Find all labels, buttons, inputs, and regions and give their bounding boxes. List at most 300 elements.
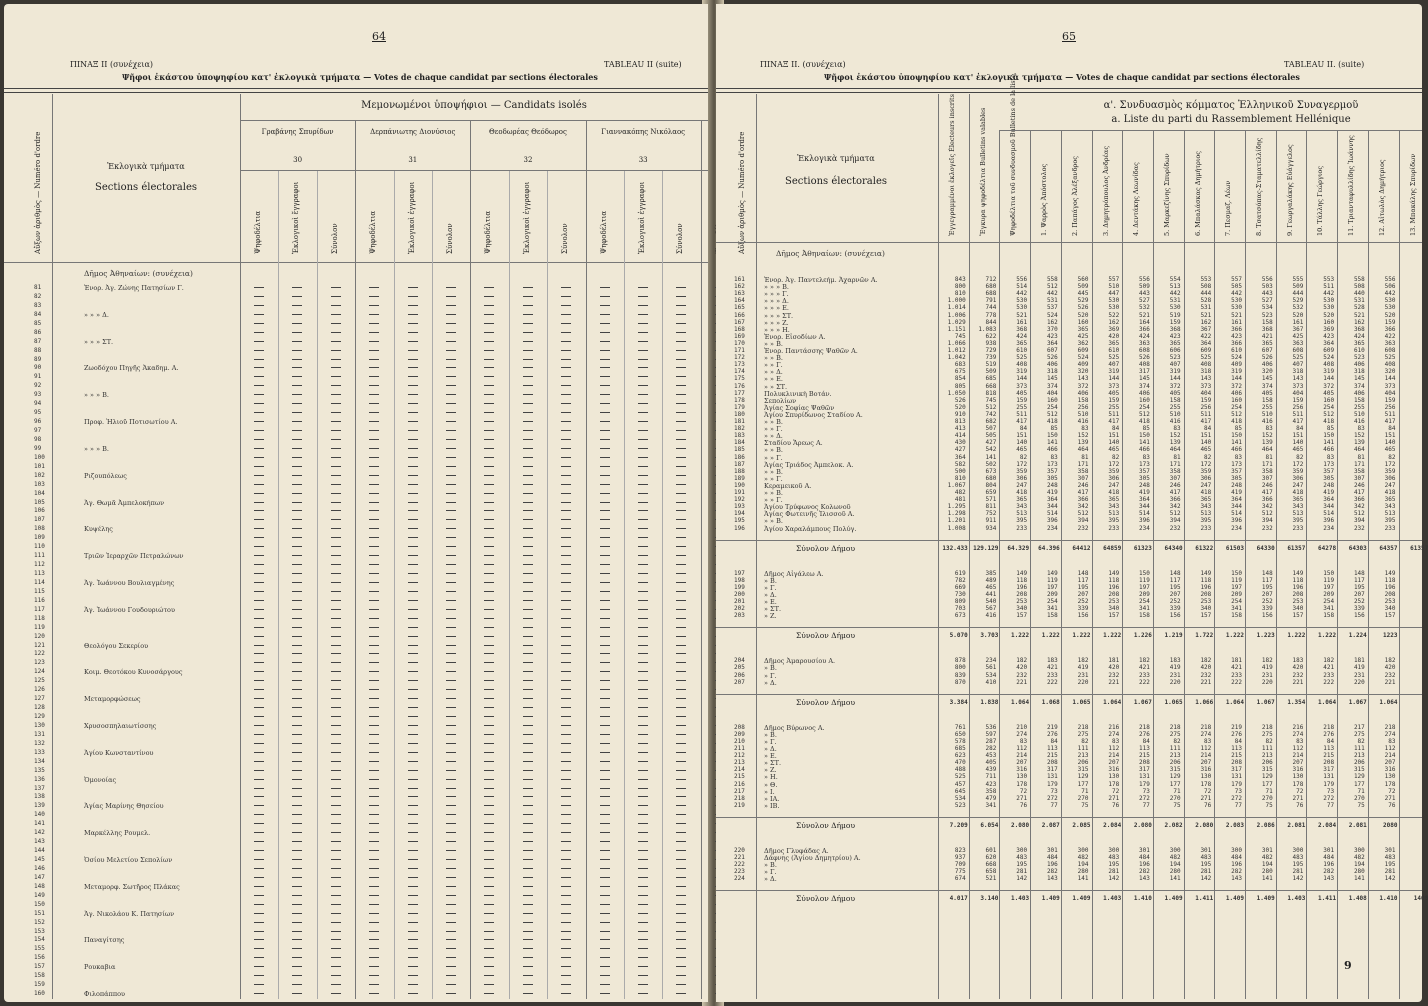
empty-value-dash: [561, 805, 571, 806]
empty-value-dash: [408, 850, 418, 851]
empty-value-dash: [484, 412, 494, 413]
empty-value-dash: [676, 850, 686, 851]
empty-value-dash: [331, 475, 341, 476]
empty-value-dash: [369, 439, 379, 440]
cell-value: 307: [1261, 474, 1273, 482]
total-label: Σύνολον Δήμου: [796, 543, 856, 553]
section-label: » Β.: [764, 861, 777, 870]
empty-value-dash: [600, 796, 610, 797]
empty-value-dash: [254, 939, 264, 940]
empty-value-dash: [676, 689, 686, 690]
empty-value-dash: [292, 895, 302, 896]
empty-value-dash: [446, 868, 456, 869]
cell-value: 207: [1353, 590, 1365, 598]
cell-value: 254: [1139, 403, 1150, 411]
empty-value-dash: [638, 841, 648, 842]
cell-value: 231: [1077, 671, 1089, 679]
section-label: » » Δ.: [764, 368, 783, 377]
cell-value: 73: [1050, 787, 1058, 795]
cell-value: 520: [1292, 311, 1304, 319]
order-number: 180: [734, 410, 745, 418]
empty-value-dash: [638, 850, 648, 851]
empty-value-dash: [523, 502, 533, 503]
cell-value: 150: [1323, 569, 1335, 577]
cell-value: 207: [1292, 759, 1304, 767]
empty-value-dash: [561, 484, 571, 485]
total-value: 61357: [1287, 544, 1306, 552]
cell-value: 1.295: [947, 503, 966, 511]
total-value: 1.410: [1379, 895, 1398, 903]
cell-value: 441: [985, 590, 997, 598]
page-number: 65: [1062, 30, 1076, 43]
cell-value: 357: [1323, 467, 1335, 475]
empty-value-dash: [523, 841, 533, 842]
empty-value-dash: [638, 752, 648, 753]
cell-value: 578: [954, 737, 966, 745]
sections-header-gr: Ἐκλογικὰ τμήματα: [107, 162, 185, 171]
empty-value-dash: [408, 421, 418, 422]
total-value: 64.329: [1007, 544, 1030, 552]
empty-value-dash: [408, 814, 418, 815]
total-value: 61323: [1133, 544, 1152, 552]
cell-value: 145: [1139, 375, 1150, 383]
cell-value: 357: [1139, 467, 1150, 475]
empty-value-dash: [369, 600, 379, 601]
total-value: 2.086: [1256, 821, 1275, 829]
empty-value-dash: [446, 636, 456, 637]
order-number: 89: [34, 355, 42, 363]
empty-value-dash: [561, 296, 571, 297]
empty-value-dash: [676, 323, 686, 324]
cell-value: 305: [1231, 474, 1242, 482]
cell-value: 171: [1077, 460, 1089, 468]
cell-value: 111: [1353, 745, 1365, 752]
section-label: » » » Ζ.: [764, 318, 789, 327]
empty-value-dash: [600, 537, 610, 538]
cell-value: 482: [1261, 854, 1273, 861]
empty-value-dash: [446, 886, 456, 887]
total-value: 64.396: [1038, 544, 1060, 552]
order-number: 146: [34, 864, 45, 872]
cell-value: 158: [1231, 612, 1242, 620]
cell-value: 214: [1384, 752, 1396, 760]
cell-value: 84: [1204, 425, 1212, 433]
cell-value: 526: [1139, 354, 1150, 362]
cell-value: 179: [1231, 780, 1242, 788]
order-number: 220: [734, 846, 745, 854]
cell-value: 407: [1108, 361, 1120, 369]
empty-value-dash: [484, 296, 494, 297]
cell-value: 610: [1353, 347, 1365, 354]
order-number: 109: [34, 534, 45, 542]
empty-value-dash: [484, 582, 494, 583]
empty-value-dash: [676, 493, 686, 494]
order-number: 216: [734, 780, 745, 788]
cell-value: 609: [1323, 347, 1335, 354]
empty-value-dash: [600, 948, 610, 949]
cell-value: 358: [1169, 467, 1181, 475]
empty-value-dash: [369, 528, 379, 529]
empty-value-dash: [331, 412, 341, 413]
empty-value-dash: [331, 564, 341, 565]
cell-value: 558: [1046, 276, 1058, 283]
empty-value-dash: [523, 475, 533, 476]
empty-value-dash: [292, 403, 302, 404]
cell-value: 209: [1139, 590, 1150, 598]
cell-value: 216: [1292, 723, 1304, 731]
cell-value: 341: [1046, 605, 1058, 613]
empty-value-dash: [638, 323, 648, 324]
cell-value: 363: [1139, 339, 1150, 347]
candidate-sub-rule: [240, 170, 708, 171]
empty-value-dash: [676, 868, 686, 869]
section-label: » Δ.: [764, 678, 777, 687]
empty-value-dash: [408, 439, 418, 440]
cell-value: 76: [1111, 801, 1120, 809]
empty-value-dash: [561, 868, 571, 869]
cell-value: 218: [1169, 723, 1181, 731]
empty-value-dash: [369, 332, 379, 333]
cell-value: 530: [1323, 304, 1335, 312]
cell-value: 140: [1016, 439, 1028, 447]
empty-value-dash: [676, 805, 686, 806]
cell-value: 317: [1046, 766, 1058, 774]
empty-value-dash: [331, 922, 341, 923]
cell-value: 520: [1323, 311, 1335, 319]
cell-value: 782: [954, 576, 966, 584]
cell-value: 85: [1142, 425, 1150, 433]
empty-value-dash: [676, 814, 686, 815]
order-number: 113: [34, 570, 45, 577]
empty-value-dash: [676, 904, 686, 905]
total-value: 2080: [1383, 821, 1398, 829]
empty-value-dash: [369, 403, 379, 404]
empty-value-dash: [446, 573, 456, 574]
empty-value-dash: [484, 359, 494, 360]
cell-value: 218: [1139, 723, 1150, 731]
empty-value-dash: [638, 993, 648, 994]
empty-value-dash: [561, 618, 571, 619]
subcol-divider: [317, 170, 318, 999]
empty-value-dash: [446, 877, 456, 878]
section-label: Κυψέλης: [84, 525, 113, 534]
cell-value: 483: [1200, 854, 1212, 861]
empty-value-dash: [331, 716, 341, 717]
empty-value-dash: [523, 877, 533, 878]
section-label: Ρουκαβια: [84, 963, 116, 972]
empty-value-dash: [523, 439, 533, 440]
empty-value-dash: [638, 600, 648, 601]
empty-value-dash: [523, 403, 533, 404]
empty-value-dash: [254, 618, 264, 619]
empty-value-dash: [561, 412, 571, 413]
cell-value: 140: [1200, 439, 1212, 447]
cell-value: 139: [1353, 439, 1365, 447]
cell-value: 274: [1292, 730, 1304, 738]
empty-value-dash: [561, 502, 571, 503]
section-label: » ΙΑ.: [764, 794, 780, 803]
column-divider: [1153, 130, 1154, 999]
cell-value: 173: [1323, 460, 1335, 468]
empty-value-dash: [484, 323, 494, 324]
empty-value-dash: [331, 734, 341, 735]
order-number: 116: [34, 596, 45, 604]
cell-value: 531: [1169, 297, 1181, 305]
empty-value-dash: [638, 403, 648, 404]
cell-value: 317: [1231, 766, 1242, 774]
empty-value-dash: [561, 841, 571, 842]
empty-value-dash: [254, 537, 264, 538]
empty-value-dash: [331, 448, 341, 449]
cell-value: 367: [1292, 325, 1304, 333]
empty-value-dash: [638, 680, 648, 681]
cell-value: 422: [1200, 332, 1212, 340]
column-header: Ἐγγεγραμμένοι ἐκλογεῖς Électeurs inscrits: [948, 93, 956, 236]
empty-value-dash: [446, 850, 456, 851]
empty-value-dash: [446, 788, 456, 789]
cell-value: 232: [1261, 524, 1273, 532]
table-label: ΠΙΝΑΞ II. (συνέχεια): [760, 60, 846, 69]
cell-value: 306: [1200, 474, 1212, 482]
empty-value-dash: [446, 332, 456, 333]
cell-value: 233: [1231, 671, 1242, 679]
cell-value: 233: [1323, 671, 1335, 679]
cell-value: 85: [1326, 425, 1335, 433]
cell-value: 466: [1046, 446, 1058, 454]
empty-value-dash: [561, 850, 571, 851]
cell-value: 729: [985, 347, 997, 354]
empty-value-dash: [561, 314, 571, 315]
cell-value: 442: [1231, 290, 1242, 298]
empty-value-dash: [254, 957, 264, 958]
order-number: 194: [734, 510, 745, 518]
cell-value: 440: [1353, 290, 1365, 298]
cell-value: 214: [1292, 752, 1304, 760]
cell-value: 71: [1265, 787, 1273, 795]
empty-value-dash: [561, 877, 571, 878]
empty-value-dash: [408, 627, 418, 628]
total-value: 61503: [1225, 544, 1244, 552]
empty-value-dash: [446, 341, 456, 342]
cell-value: 158: [1261, 318, 1273, 326]
empty-value-dash: [408, 457, 418, 458]
section-label: » Δ.: [764, 745, 777, 753]
empty-value-dash: [638, 653, 648, 654]
empty-value-dash: [446, 796, 456, 797]
cell-value: 608: [1384, 347, 1396, 354]
total-value: 1408: [1413, 895, 1428, 903]
cell-value: 406: [1231, 389, 1242, 397]
empty-value-dash: [254, 564, 264, 565]
empty-value-dash: [292, 779, 302, 780]
cell-value: 395: [1016, 517, 1028, 525]
column-header: 9. Γεωργαλάκης Εὐάγγελος: [1285, 144, 1294, 236]
empty-value-dash: [676, 341, 686, 342]
order-number: 122: [34, 650, 45, 658]
empty-value-dash: [331, 752, 341, 753]
empty-value-dash: [446, 859, 456, 860]
empty-value-dash: [408, 653, 418, 654]
cell-value: 408: [1384, 361, 1396, 369]
cell-value: 610: [1016, 347, 1028, 354]
cell-value: 194: [1261, 861, 1273, 869]
empty-value-dash: [600, 394, 610, 395]
empty-value-dash: [484, 636, 494, 637]
empty-value-dash: [600, 439, 610, 440]
empty-value-dash: [446, 698, 456, 699]
cell-value: 418: [1200, 489, 1212, 496]
cell-value: 73: [1142, 787, 1150, 795]
empty-value-dash: [638, 895, 648, 896]
cell-value: 256: [1384, 403, 1396, 411]
empty-value-dash: [254, 770, 264, 771]
empty-value-dash: [600, 761, 610, 762]
isolated-header-rule: [240, 120, 708, 121]
order-number: 198: [734, 576, 745, 584]
cell-value: 623: [954, 752, 966, 760]
section-label: Ἁγίας Μαρίνης Θησείου: [84, 802, 164, 811]
section-label: » Γ.: [764, 583, 777, 592]
empty-value-dash: [600, 403, 610, 404]
empty-value-dash: [408, 359, 418, 360]
empty-value-dash: [561, 931, 571, 932]
section-label: Ἑνορ. Ἁγ. Παντελεήμ. Ἀχαρνῶν Α.: [764, 276, 878, 284]
cell-value: 553: [1200, 276, 1212, 283]
empty-value-dash: [484, 841, 494, 842]
empty-value-dash: [638, 519, 648, 520]
cell-value: 521: [1231, 311, 1242, 319]
cell-value: 160: [1231, 396, 1242, 404]
empty-value-dash: [408, 564, 418, 565]
empty-value-dash: [600, 671, 610, 672]
cell-value: 195: [1169, 583, 1181, 591]
corner-mark: 9: [1344, 959, 1352, 972]
empty-value-dash: [331, 895, 341, 896]
cell-value: 374: [1261, 382, 1273, 390]
cell-value: 84: [1142, 737, 1150, 745]
total-value: 64303: [1348, 544, 1367, 552]
cell-value: 395: [1292, 517, 1304, 525]
empty-value-dash: [600, 582, 610, 583]
empty-value-dash: [408, 770, 418, 771]
empty-value-dash: [292, 555, 302, 556]
cell-value: 529: [1077, 297, 1089, 305]
empty-value-dash: [600, 287, 610, 288]
empty-value-dash: [331, 671, 341, 672]
empty-value-dash: [408, 841, 418, 842]
cell-value: 447: [1108, 290, 1120, 298]
order-number: 184: [734, 439, 745, 447]
empty-value-dash: [408, 493, 418, 494]
order-number: 138: [34, 793, 45, 801]
cell-value: 306: [1292, 474, 1304, 482]
empty-value-dash: [292, 394, 302, 395]
total-value: 1.224: [1348, 632, 1367, 640]
cell-value: 405: [1261, 389, 1273, 397]
order-number: 94: [34, 400, 42, 408]
cell-value: 144: [1169, 375, 1181, 383]
cell-value: 1.029: [947, 318, 966, 326]
cell-value: 567: [985, 605, 997, 613]
order-number: 150: [34, 900, 45, 908]
empty-value-dash: [369, 904, 379, 905]
sections-header-fr: Sections électorales: [94, 182, 198, 193]
empty-value-dash: [408, 805, 418, 806]
cell-value: 178: [1292, 780, 1304, 788]
empty-value-dash: [561, 895, 571, 896]
empty-value-dash: [331, 618, 341, 619]
cell-value: 247: [1108, 481, 1120, 489]
empty-value-dash: [369, 546, 379, 547]
empty-value-dash: [523, 484, 533, 485]
cell-value: 131: [1139, 773, 1150, 781]
empty-value-dash: [369, 788, 379, 789]
total-value: 1.403: [1287, 895, 1306, 903]
cell-value: 208: [1046, 759, 1058, 767]
empty-value-dash: [561, 636, 571, 637]
empty-value-dash: [254, 779, 264, 780]
empty-value-dash: [638, 779, 648, 780]
total-rule: [716, 694, 1422, 695]
empty-value-dash: [331, 886, 341, 887]
empty-value-dash: [408, 877, 418, 878]
empty-value-dash: [523, 305, 533, 306]
empty-value-dash: [561, 609, 571, 610]
total-value: 3.703: [980, 632, 999, 640]
cell-value: 730: [954, 590, 966, 598]
cell-value: 365: [1292, 496, 1304, 504]
empty-value-dash: [254, 707, 264, 708]
empty-value-dash: [676, 421, 686, 422]
cell-value: 83: [1296, 737, 1304, 745]
cell-value: 301: [1139, 846, 1150, 854]
cell-value: 524: [1046, 311, 1058, 319]
order-number: 170: [734, 339, 745, 347]
cell-value: 363: [1292, 339, 1304, 347]
empty-value-dash: [331, 859, 341, 860]
cell-value: 196: [1323, 861, 1335, 869]
cell-value: 219: [1231, 723, 1242, 731]
cell-value: 305: [1046, 474, 1058, 482]
cell-value: 195: [1016, 861, 1028, 869]
empty-value-dash: [484, 671, 494, 672]
cell-value: 215: [1139, 752, 1150, 760]
empty-value-dash: [331, 296, 341, 297]
cell-value: 271: [1292, 794, 1304, 802]
cell-value: 246: [1353, 481, 1365, 489]
section-label: » » Ε.: [764, 375, 783, 384]
order-number: 221: [734, 854, 745, 861]
empty-value-dash: [561, 341, 571, 342]
cell-value: 160: [1323, 396, 1335, 404]
cell-value: 339: [1261, 605, 1273, 613]
empty-value-dash: [331, 680, 341, 681]
empty-value-dash: [638, 796, 648, 797]
empty-value-dash: [484, 350, 494, 351]
cell-value: 421: [1323, 664, 1335, 672]
cell-value: 129: [1261, 773, 1273, 781]
total-value: 2.080: [1133, 821, 1152, 829]
order-number: 144: [34, 847, 45, 855]
section-label: » » Β.: [764, 354, 783, 363]
total-value: 2.080: [1011, 821, 1030, 829]
empty-value-dash: [523, 957, 533, 958]
empty-value-dash: [254, 662, 264, 663]
cell-value: 526: [1077, 304, 1089, 312]
empty-value-dash: [408, 287, 418, 288]
total-value: 64859: [1103, 544, 1122, 552]
cell-value: 300: [1016, 846, 1028, 854]
